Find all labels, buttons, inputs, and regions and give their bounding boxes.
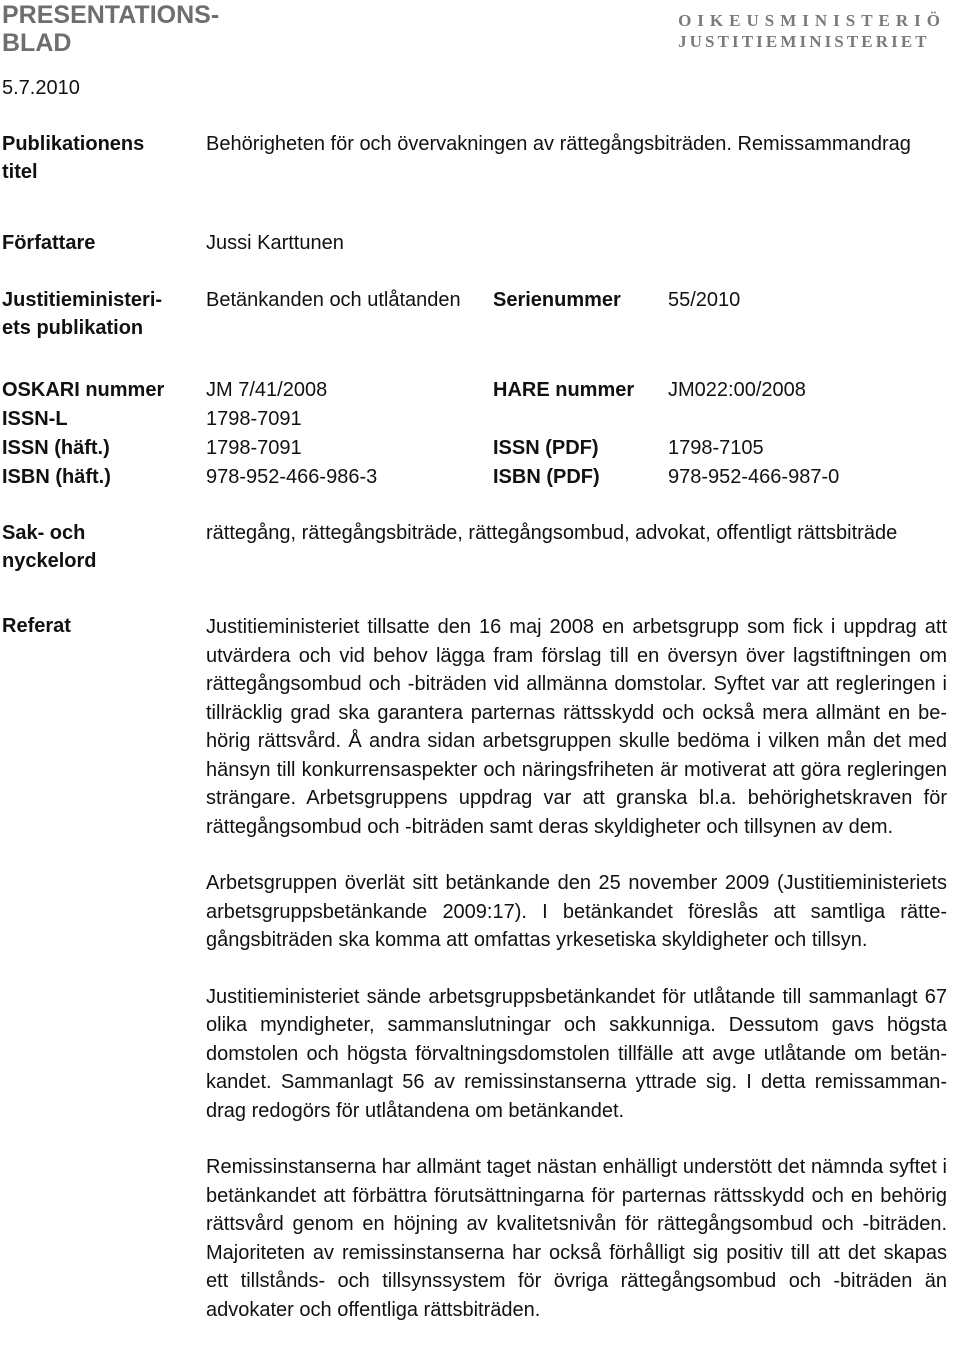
title-label-line-1: Publikationens: [2, 133, 145, 155]
isbn-print-value: 978-952-466-986-3: [206, 466, 378, 488]
keywords-value: rättegång, rättegångsbiträde, rättegångsombud, advokat, offentligt rättsbiträde: [206, 522, 898, 544]
doc-type-line-2: BLAD: [2, 29, 72, 57]
title-value: Behörigheten för och övervakningen av rättegångsbiträden. Remissammandrag: [206, 133, 911, 155]
isbn-print-label: ISBN (häft.): [2, 466, 111, 488]
abstract-body: [206, 613, 947, 1352]
publication-label-line-1: Justitieministeri-: [2, 289, 163, 311]
hare-value: JM022:00/2008: [668, 379, 806, 401]
title-label-line-2: titel: [2, 161, 38, 183]
series-value: 55/2010: [668, 289, 741, 311]
issn-pdf-label: ISSN (PDF): [493, 437, 599, 459]
abstract-paragraph: Justitieministeriet tillsatte den 16 maj 2008 en arbetsgrupp som fick i uppdrag att utvärdera och vid behov lägga fram förslag till en översyn över lagstiftningen om rättegångsombud och -biträden vid allmänna domstolar. Syftet var att regleringen i tillräcklig grad ska garantera parternas rättsskydd och också mera allmänt en behörig rättsvård. Å andra sidan arbetsgruppen skulle bedöma i vilken mån det med hänsyn till konkurrensaspekter och näringsfriheten är motiverat att göra regleringen strängare. Arbetsgruppens uppdrag var att granska bl.a. behörighetskraven för rättegångsombud och -biträden samt deras skyldigheter och tillsynen av dem.: [206, 616, 947, 838]
keywords-label-line-1: Sak- och: [2, 522, 86, 544]
author-value: Jussi Karttunen: [206, 232, 344, 254]
ministry-name-finnish: OIKEUSMINISTERIÖ: [678, 11, 946, 30]
issnl-value: 1798-7091: [206, 408, 302, 430]
publication-label: [2, 286, 162, 342]
author-label: Författare: [2, 232, 96, 254]
issnl-label: ISSN-L: [2, 408, 68, 430]
ministry-logo-text: [678, 10, 946, 52]
keywords-label: [2, 519, 96, 575]
isbn-pdf-label: ISBN (PDF): [493, 466, 600, 488]
ministry-name-swedish: JUSTITIEMINISTERIET: [678, 32, 930, 51]
series-label: Serienummer: [493, 289, 621, 311]
issn-print-label: ISSN (häft.): [2, 437, 110, 459]
publication-value: Betänkanden och utlåtanden: [206, 289, 461, 311]
oskari-value: JM 7/41/2008: [206, 379, 328, 401]
document-type-heading: [2, 1, 219, 57]
issn-print-value: 1798-7091: [206, 437, 302, 459]
oskari-label: OSKARI nummer: [2, 379, 165, 401]
abstract-paragraph: Justitieministeriet sände arbetsgruppsbetänkandet för utlåtande till sammanlagt 67 olika myndigheter, sammanslutningar och sakkunniga. Dessutom gavs högsta domstolen och högsta förvaltningsdomstolen tillfälle att avge utlåtande om betänkandet. Sammanlagt 56 av remissinstanserna yttrade sig. I detta remissammandrag redogörs för utlåtandena om betänkandet.: [206, 985, 947, 1122]
abstract-paragraph: Remissinstanserna har allmänt taget nästan enhälligt understött det nämnda syftet i betänkandet att förbättra förutsättningarna för parternas rättsskydd och en behörig rättsvård genom en höjning av kvalitetsnivån för rättegångsombud och -biträden. Majoriteten av remissinstanserna har också förhålligt sig positiv till att det skapas ett tillstånds- och tillsynssystem för övriga rättegångsombud och -biträden än advokater och offentliga rättsbiträden.: [206, 1156, 947, 1321]
publication-date: 5.7.2010: [2, 77, 80, 99]
hare-label: HARE nummer: [493, 379, 635, 401]
issn-pdf-value: 1798-7105: [668, 437, 764, 459]
keywords-label-line-2: nyckelord: [2, 550, 97, 572]
title-label: [2, 130, 144, 186]
publication-label-line-2: ets publikation: [2, 317, 144, 339]
abstract-label: Referat: [2, 615, 71, 637]
doc-type-line-1: PRESENTATIONS-: [2, 1, 220, 29]
isbn-pdf-value: 978-952-466-987-0: [668, 466, 840, 488]
abstract-paragraph: Arbetsgruppen överlät sitt betänkande den 25 november 2009 (Justitieministeriets arbetsgruppsbetänkande 2009:17). I betänkandet föreslås att samtliga rättegångsbiträden ska komma att omfattas yrkesetiska skyldigheter och tillsyn.: [206, 872, 947, 951]
